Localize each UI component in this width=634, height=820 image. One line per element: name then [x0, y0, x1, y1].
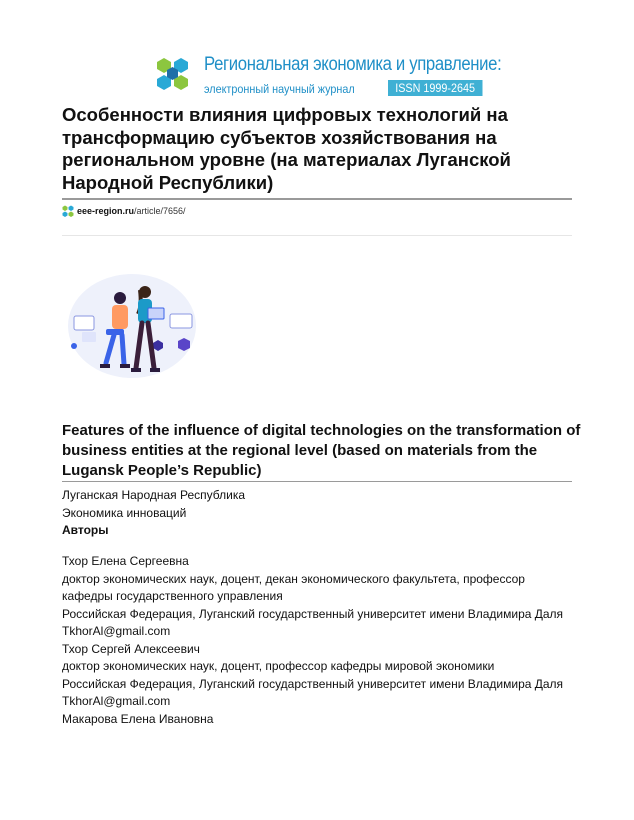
title-divider — [62, 198, 572, 200]
rubric-label: Экономика инноваций — [62, 505, 187, 520]
source-divider — [62, 235, 572, 236]
article-title-ru: Особенности влияния цифровых технологий на трансформацию субъектов хозяйствования на региональном уровне (на материалах Луганской Народной Республики) — [62, 104, 511, 193]
people-with-devices-illustration — [62, 268, 202, 388]
region-label: Луганская Народная Республика — [62, 488, 246, 502]
issn-badge: ISSN 1999-2645 — [388, 80, 482, 96]
article-meta — [62, 487, 572, 540]
author-position: доктор экономических наук, доцент, профессор кафедры мировой экономики — [62, 659, 495, 673]
author-email: TkhorAl@gmail.com — [62, 624, 171, 638]
author-affiliation: Российская Федерация, Луганский государственный университет имени Владимира Даля — [62, 606, 564, 621]
article-illustration — [62, 268, 202, 388]
source-path: /article/7656/ — [134, 206, 186, 216]
authors-heading: Авторы — [62, 523, 109, 537]
authors-list — [62, 553, 567, 728]
author-name: Макарова Елена Ивановна — [62, 711, 214, 726]
journal-logo-icon — [154, 56, 198, 92]
article-title-en: Features of the influence of digital technologies on the transformation of business entities at the regional level (based on materials from the Lugansk People’s Republic) — [62, 422, 581, 479]
author-name: Тхор Сергей Алексеевич — [62, 641, 200, 656]
journal-subtitle: электронный научный журнал — [204, 82, 355, 96]
journal-masthead — [154, 52, 502, 98]
author-affiliation: Российская Федерация, Луганский государственный университет имени Владимира Даля — [62, 676, 564, 691]
source-domain: eee-region.ru — [77, 206, 135, 216]
site-favicon-icon — [62, 205, 74, 217]
journal-title: Региональная экономика и управление: — [204, 54, 502, 75]
source-link[interactable] — [62, 205, 186, 217]
author-position: доктор экономических наук, доцент, декан экономического факультета, профессор кафедры государственного управления — [62, 571, 525, 603]
author-email: TkhorAl@gmail.com — [62, 694, 171, 708]
author-name: Тхор Елена Сергеевна — [62, 554, 189, 568]
title-en-divider — [62, 481, 572, 482]
